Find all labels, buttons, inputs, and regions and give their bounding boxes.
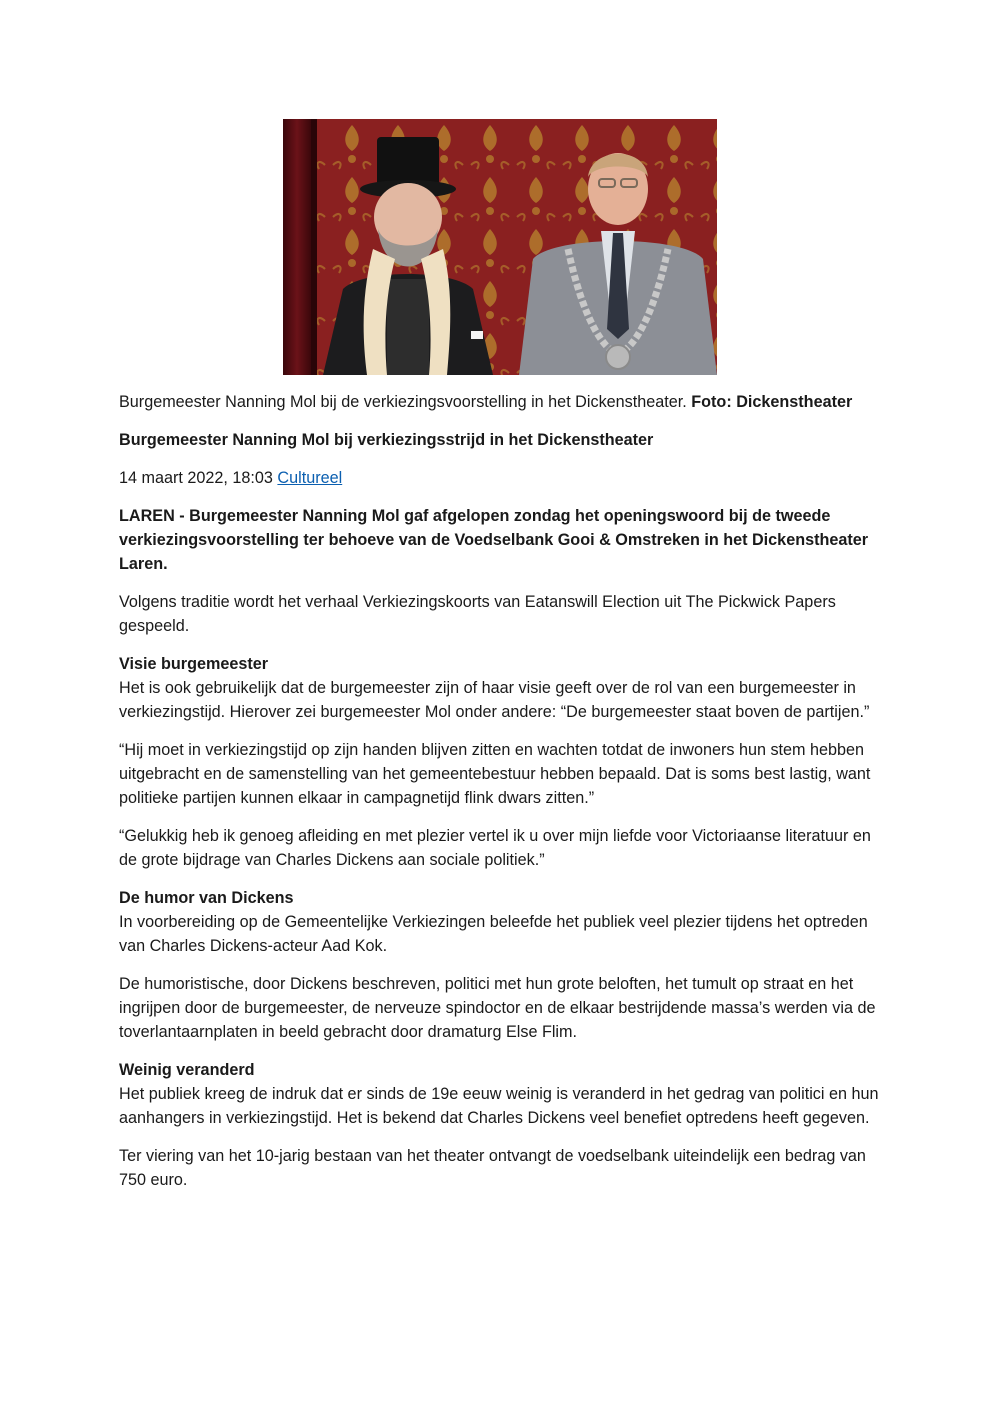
caption-credit: Foto: Dickenstheater: [691, 393, 853, 411]
article-paragraph: In voorbereiding op de Gemeentelijke Verkiezingen beleefde het publiek veel plezier tijdens het optreden van Charles Dickens-acteur Aad Kok.: [119, 913, 868, 955]
category-link[interactable]: Cultureel: [277, 469, 343, 487]
article-paragraph: Ter viering van het 10-jarig bestaan van het theater ontvangt de voedselbank uiteindelijk een bedrag van 750 euro.: [119, 1147, 866, 1189]
article-paragraph: Het is ook gebruikelijk dat de burgemeester zijn of haar visie geeft over de rol van een burgemeester in verkiezingstijd. Hierover zei burgemeester Mol onder andere: “De burgemeester staat boven de partijen.”: [119, 679, 870, 721]
caption-text: Burgemeester Nanning Mol bij de verkiezingsvoorstelling in het Dickenstheater.: [119, 393, 687, 411]
section-heading: Weinig veranderd: [119, 1061, 255, 1079]
section-heading: De humor van Dickens: [119, 889, 294, 907]
section-heading: Visie burgemeester: [119, 655, 269, 673]
article-headline: Burgemeester Nanning Mol bij verkiezingsstrijd in het Dickenstheater: [119, 431, 654, 449]
article-body: [119, 390, 879, 1206]
section-weinig: [119, 1058, 879, 1130]
article-lead: LAREN - Burgemeester Nanning Mol gaf afgelopen zondag het openingswoord bij de tweede verkiezingsvoorstelling ter behoeve van de Voedselbank Gooi & Omstreken in het Dickenstheater Laren.: [119, 507, 869, 573]
article-photo: [283, 119, 717, 375]
article-paragraph: De humoristische, door Dickens beschreven, politici met hun grote beloften, het tumult op straat en het ingrijpen door de burgemeester, de nerveuze spindoctor en de elkaar bestrijdende massa’s werden via de toverlantaarnplaten in beeld gebracht door dramaturg Else Flim.: [119, 975, 876, 1041]
section-visie: [119, 652, 879, 724]
article-paragraph: “Gelukkig heb ik genoeg afleiding en met plezier vertel ik u over mijn liefde voor Victoriaanse literatuur en de grote bijdrage van Charles Dickens aan sociale politiek.”: [119, 827, 871, 869]
article-datetime: 14 maart 2022, 18:03: [119, 469, 273, 487]
article-paragraph: Volgens traditie wordt het verhaal Verkiezingskoorts van Eatanswill Election uit The Pickwick Papers gespeeld.: [119, 593, 836, 635]
article-meta: [119, 466, 879, 490]
article-paragraph: “Hij moet in verkiezingstijd op zijn handen blijven zitten en wachten totdat de inwoners hun stem hebben uitgebracht en de samenstelling van het gemeentebestuur hebben bepaald. Dat is soms best lastig, want politieke partijen kunnen elkaar in campagnetijd flink dwars zitten.”: [119, 741, 871, 807]
section-humor: [119, 886, 879, 958]
photo-caption: [119, 390, 879, 414]
article-paragraph: Het publiek kreeg de indruk dat er sinds de 19e eeuw weinig is veranderd in het gedrag van politici en hun aanhangers in verkiezingstijd. Het is bekend dat Charles Dickens veel benefiet optredens heeft gegeven.: [119, 1085, 879, 1127]
